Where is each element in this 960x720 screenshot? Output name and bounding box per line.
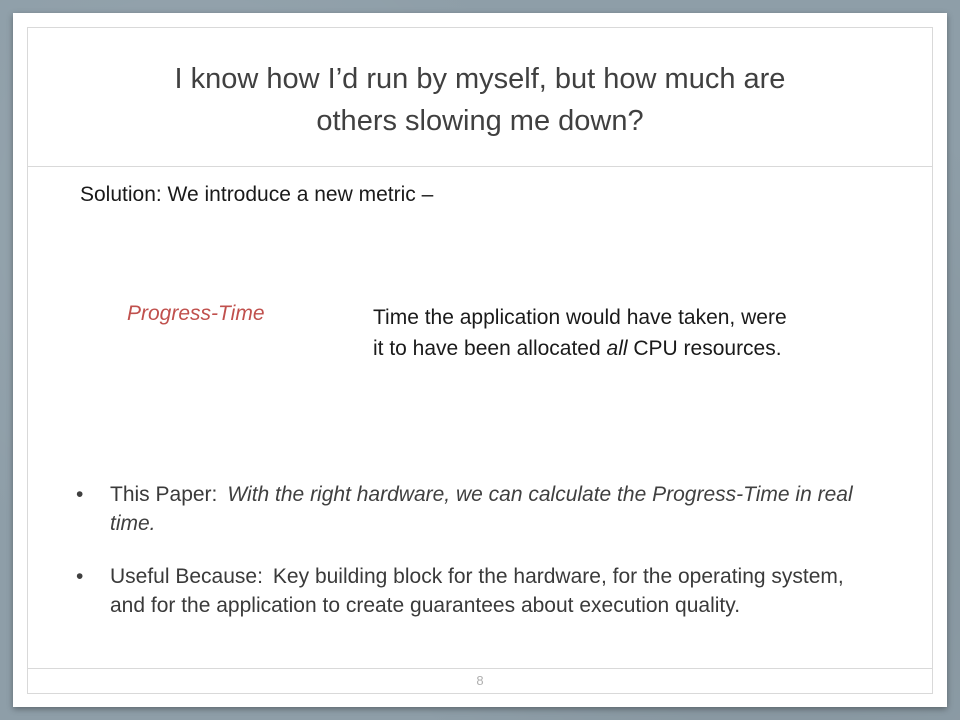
- bullet-list: [76, 480, 866, 644]
- definition-emphasis: all: [606, 337, 628, 360]
- bullet-detail: Key building block for the hardware, for the operating system, and for the application to create guarantees about execution quality.: [110, 565, 844, 617]
- page-number: 8: [476, 673, 484, 688]
- definition-term: Progress-Time: [127, 302, 265, 325]
- bullet-item: [76, 480, 866, 538]
- definition-text-part: Time the application would have taken, were it to have been allocated: [373, 306, 787, 360]
- footer-divider: [27, 668, 933, 669]
- slide-title: [40, 58, 920, 142]
- bullet-detail: With the right hardware, we can calculate the Progress-Time in real time.: [110, 483, 853, 535]
- bullet-item: [76, 562, 866, 620]
- title-line-2: others slowing me down?: [316, 105, 644, 137]
- bullet-label: This Paper:: [110, 483, 218, 506]
- bullet-marker: •: [76, 483, 84, 506]
- title-divider: [27, 166, 933, 167]
- definition-text-part: CPU resources.: [627, 337, 782, 360]
- bullet-marker: •: [76, 565, 84, 588]
- title-line-1: I know how I’d run by myself, but how much are: [174, 63, 786, 95]
- bullet-label: Useful Because:: [110, 565, 263, 588]
- solution-statement: Solution: We introduce a new metric –: [80, 183, 434, 206]
- definition-text: [373, 302, 793, 364]
